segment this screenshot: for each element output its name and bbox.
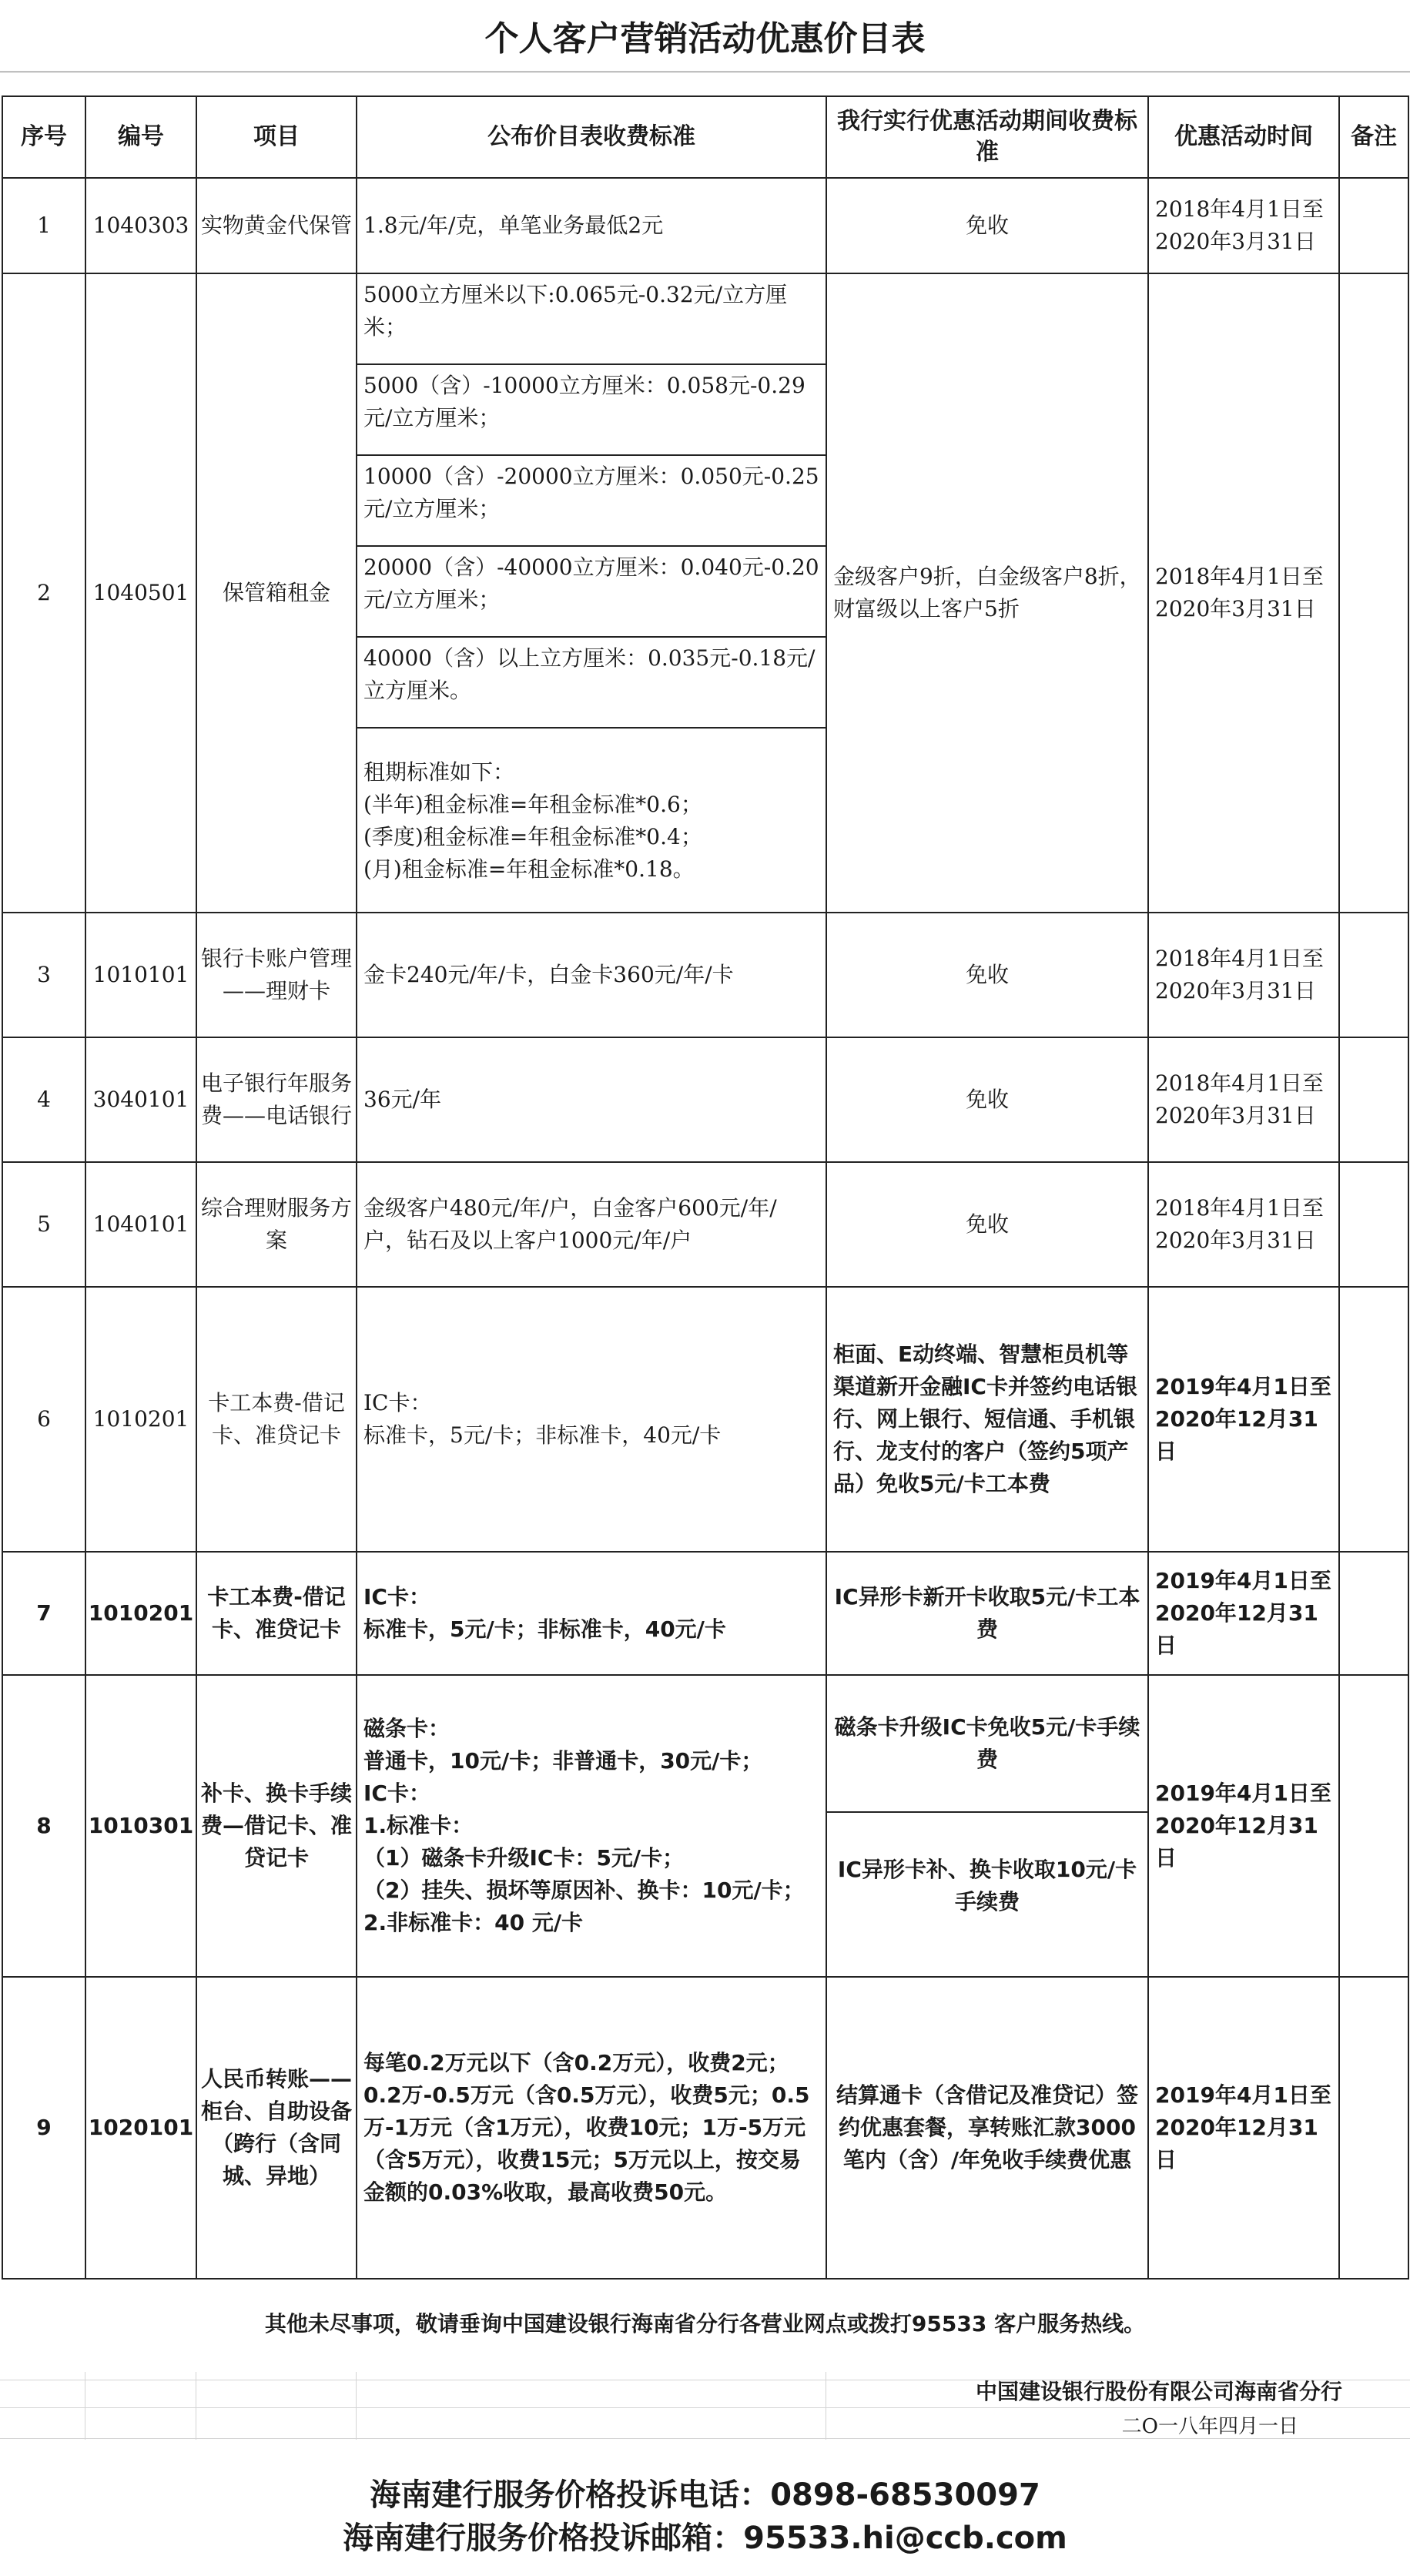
header-remark: 备注: [1339, 96, 1408, 178]
row-item: 卡工本费-借记卡、准贷记卡: [196, 1287, 357, 1552]
promo-part: IC异形卡补、换卡收取10元/卡手续费: [837, 1857, 1137, 1914]
grid-line: [0, 71, 1410, 72]
row-promo: 免收: [826, 913, 1148, 1037]
row-code: 3040101: [85, 1037, 196, 1162]
grid-line: [0, 2407, 1410, 2408]
table-row: [2, 178, 1408, 273]
grid-line: [356, 2372, 357, 2440]
standard-tier: 5000立方厘米以下:0.065元-0.32元/立方厘米；: [357, 274, 826, 365]
row-standard: 1.8元/年/克，单笔业务最低2元: [357, 178, 826, 273]
row-seq: 3: [2, 913, 85, 1037]
row-promo: 柜面、E动终端、智慧柜员机等渠道新开金融IC卡并签约电话银行、网上银行、短信通、手机银行、龙支付的客户（签约5项产品）免收5元/卡工本费: [826, 1287, 1148, 1552]
header-code: 编号: [85, 96, 196, 178]
table-row: [2, 1552, 1408, 1675]
promo-part: 磁条卡升级IC卡免收5元/卡手续费: [827, 1676, 1147, 1813]
table-row: [2, 1675, 1408, 1977]
table-row: [2, 1287, 1408, 1552]
header-period: 优惠活动时间: [1148, 96, 1339, 178]
row-promo: 免收: [826, 1037, 1148, 1162]
page-title: 个人客户营销活动优惠价目表: [0, 0, 1410, 72]
row-seq: 2: [2, 273, 85, 913]
header-item: 项目: [196, 96, 357, 178]
header-seq: 序号: [2, 96, 85, 178]
row-code: 1010201: [85, 1287, 196, 1552]
standard-tier: 10000（含）-20000立方厘米：0.050元-0.25元/立方厘米；: [357, 456, 826, 547]
row-item: 电子银行年服务费——电话银行: [196, 1037, 357, 1162]
row-code: 1010301: [85, 1675, 196, 1977]
row-standard: 磁条卡： 普通卡，10元/卡；非普通卡，30元/卡； IC卡： 1.标准卡： （1）磁条卡升级IC卡：5元/卡； （2）挂失、损坏等原因补、换卡：10元/卡； 2.非标准卡：40 元/卡: [357, 1675, 826, 1977]
row-period: 2019年4月1日至2020年12月31日: [1148, 1552, 1339, 1675]
row-promo: 金级客户9折，白金级客户8折，财富级以上客户5折: [826, 273, 1148, 913]
row-promo-group: [826, 1675, 1148, 1977]
complaint-phone: 海南建行服务价格投诉电话：0898-68530097: [370, 2477, 1040, 2513]
row-promo: 免收: [826, 1162, 1148, 1287]
row-seq: 9: [2, 1977, 85, 2279]
table-row: [2, 273, 1408, 913]
row-item: 银行卡账户管理——理财卡: [196, 913, 357, 1037]
table-row: [2, 913, 1408, 1037]
row-code: 1040303: [85, 178, 196, 273]
row-period: 2018年4月1日至2020年3月31日: [1148, 1037, 1339, 1162]
row-seq: 7: [2, 1552, 85, 1675]
row-seq: 4: [2, 1037, 85, 1162]
standard-tier: 40000（含）以上立方厘米：0.035元-0.18元/立方厘米。: [357, 638, 826, 729]
row-standard: 金级客户480元/年/户，白金客户600元/年/户，钻石及以上客户1000元/年/户: [357, 1162, 826, 1287]
row-remark: [1339, 913, 1408, 1037]
row-code: 1040101: [85, 1162, 196, 1287]
row-period: 2019年4月1日至2020年12月31日: [1148, 1287, 1339, 1552]
row-remark: [1339, 273, 1408, 913]
row-standard: IC卡： 标准卡，5元/卡；非标准卡，40元/卡: [357, 1552, 826, 1675]
row-seq: 6: [2, 1287, 85, 1552]
row-code: 1010201: [85, 1552, 196, 1675]
row-seq: 1: [2, 178, 85, 273]
table-row: [2, 1977, 1408, 2279]
table-header-row: [2, 96, 1408, 178]
row-code: 1020101: [85, 1977, 196, 2279]
row-remark: [1339, 178, 1408, 273]
row-remark: [1339, 1675, 1408, 1977]
row-remark: [1339, 1977, 1408, 2279]
rental-period-standard: 租期标准如下： (半年)租金标准=年租金标准*0.6； (季度)租金标准=年租金标准*0.4； (月)租金标准=年租金标准*0.18。: [363, 759, 702, 882]
standard-tier: 20000（含）-40000立方厘米：0.040元-0.20元/立方厘米；: [357, 547, 826, 638]
row-period: 2018年4月1日至2020年3月31日: [1148, 1162, 1339, 1287]
header-standard: 公布价目表收费标准: [357, 96, 826, 178]
table-row: [2, 1162, 1408, 1287]
row-promo: 免收: [826, 178, 1148, 273]
row-code: 1010101: [85, 913, 196, 1037]
row-standard: IC卡： 标准卡，5元/卡；非标准卡，40元/卡: [357, 1287, 826, 1552]
header-promo: 我行实行优惠活动期间收费标准: [826, 96, 1148, 178]
row-seq: 5: [2, 1162, 85, 1287]
row-period: 2018年4月1日至2020年3月31日: [1148, 178, 1339, 273]
row-period: 2019年4月1日至2020年12月31日: [1148, 1977, 1339, 2279]
footer-note: 其他未尽事项，敬请垂询中国建设银行海南省分行各营业网点或拨打95533 客户服务热线。: [264, 2311, 1146, 2336]
row-item: 实物黄金代保管: [196, 178, 357, 273]
row-remark: [1339, 1287, 1408, 1552]
row-standard: 金卡240元/年/卡，白金卡360元/年/卡: [357, 913, 826, 1037]
row-code: 1040501: [85, 273, 196, 913]
row-item: 保管箱租金: [196, 273, 357, 913]
row-item: 卡工本费-借记卡、准贷记卡: [196, 1552, 357, 1675]
row-item: 综合理财服务方案: [196, 1162, 357, 1287]
row-remark: [1339, 1162, 1408, 1287]
row-remark: [1339, 1037, 1408, 1162]
row-standard: 36元/年: [357, 1037, 826, 1162]
row-standard: 每笔0.2万元以下（含0.2万元），收费2元；0.2万-0.5万元（含0.5万元），收费5元；0.5万-1万元（含1万元），收费10元；1万-5万元（含5万元），收费15元；5万元以上，按交易金额的0.03%收取，最高收费50元。: [357, 1977, 826, 2279]
row-period: 2018年4月1日至2020年3月31日: [1148, 913, 1339, 1037]
table-row: [2, 1037, 1408, 1162]
row-item: 补卡、换卡手续费—借记卡、准贷记卡: [196, 1675, 357, 1977]
row-promo: 结算通卡（含借记及准贷记）签约优惠套餐，享转账汇款3000笔内（含）/年免收手续费优惠: [826, 1977, 1148, 2279]
complaint-email: 海南建行服务价格投诉邮箱：95533.hi@ccb.com: [343, 2521, 1067, 2556]
row-seq: 8: [2, 1675, 85, 1977]
row-promo: IC异形卡新开卡收取5元/卡工本费: [826, 1552, 1148, 1675]
price-table: [2, 95, 1409, 2280]
standard-tier: 5000（含）-10000立方厘米：0.058元-0.29元/立方厘米；: [357, 365, 826, 456]
row-period: 2019年4月1日至2020年12月31日: [1148, 1675, 1339, 1977]
row-period: 2018年4月1日至2020年3月31日: [1148, 273, 1339, 913]
row-item: 人民币转账——柜台、自助设备（跨行（含同城、异地）: [196, 1977, 357, 2279]
row-remark: [1339, 1552, 1408, 1675]
issue-date: 二O一八年四月一日: [1121, 2415, 1298, 2438]
row-standard-group: [357, 273, 826, 913]
issuing-org: 中国建设银行股份有限公司海南省分行: [975, 2379, 1342, 2404]
